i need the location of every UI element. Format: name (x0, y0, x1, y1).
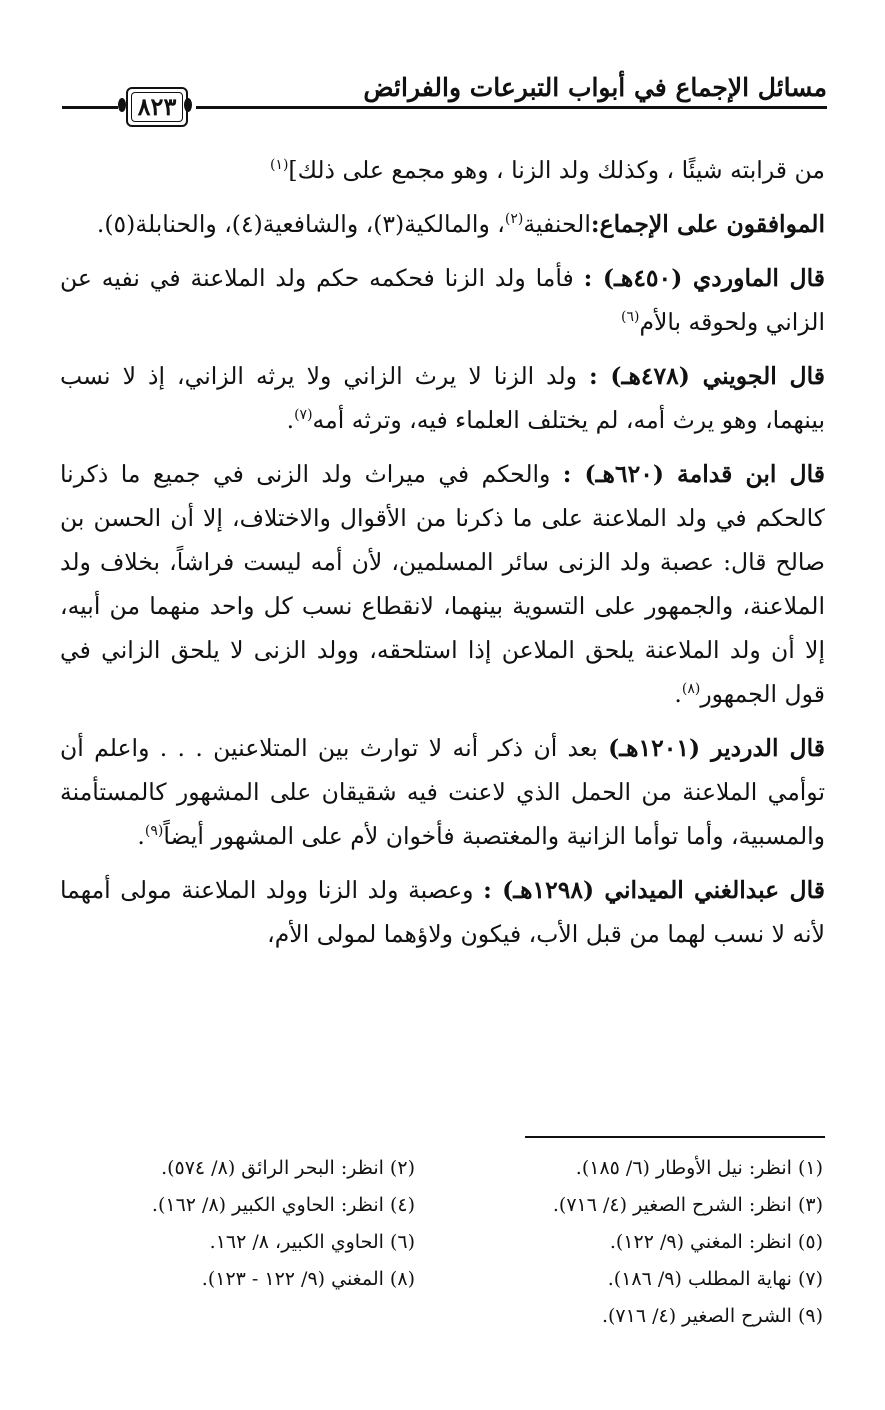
paragraph (60, 452, 825, 716)
paragraph-lead: قال الماوردي (٤٥٠هـ) : (583, 264, 825, 292)
footnote-ref[interactable]: (٢) (504, 211, 524, 228)
paragraph-text: الحنفية (523, 210, 591, 238)
paragraph (60, 868, 825, 956)
footnotes-odd (493, 1150, 823, 1335)
ornament-left-icon (118, 98, 126, 112)
paragraph (60, 256, 825, 344)
footnote-ref[interactable]: (١) (269, 157, 289, 174)
footnote: (٤) انظر: الحاوي الكبير (٨/ ١٦٢). (151, 1194, 415, 1216)
paragraph (60, 202, 825, 246)
footnote: (٥) انظر: المغني (٩/ ١٢٢). (609, 1231, 823, 1253)
paragraph (60, 354, 825, 442)
footnote-ref[interactable]: (٧) (294, 407, 313, 424)
footnote: (٩) الشرح الصغير (٤/ ٧١٦). (601, 1305, 823, 1327)
paragraph-lead: قال الجويني (٤٧٨هـ) : (589, 362, 825, 390)
paragraph-tail: . (286, 406, 295, 434)
paragraph-tail: . (137, 822, 145, 850)
paragraph-text: بعد أن ذكر أنه لا توارث بين المتلاعنين . . . واعلم أن توأمي الملاعنة من الحمل الذي لاعنت فيه شقيقان على المشهور كالمستأمنة والمسبية، وأما توأما الزانية والمغتصبة فأخوان لأم على المشهور أيضاً (60, 734, 825, 850)
paragraph-text: ولد الزنا لا يرث الزاني ولا يرثه الزاني، إذ لا نسب بينهما، وهو يرث أمه، لم يختلف العلماء فيه، وترثه أمه (60, 362, 825, 434)
paragraph (60, 148, 825, 192)
footnote: (٦) الحاوي الكبير، ٨/ ١٦٢. (209, 1231, 415, 1253)
paragraph-tail: ، والمالكية(٣)، والشافعية(٤)، والحنابلة(٥). (96, 210, 505, 238)
paragraph-text: من قرابته شيئًا ، وكذلك ولد الزنا ، وهو مجمع على ذلك] (288, 156, 825, 184)
footnote-ref[interactable]: (٩) (144, 823, 164, 840)
running-title: مسائل الإجماع في أبواب التبرعات والفرائض (363, 73, 827, 102)
footnotes-even (45, 1150, 415, 1298)
footnote: (٢) انظر: البحر الرائق (٨/ ٥٧٤). (161, 1157, 415, 1179)
body-text (60, 148, 825, 966)
footnote: (٧) نهاية المطلب (٩/ ١٨٦). (607, 1268, 823, 1290)
footnote-ref[interactable]: (٨) (681, 681, 701, 698)
paragraph (60, 726, 825, 858)
footnote: (٨) المغني (٩/ ١٢٢ - ١٢٣). (201, 1268, 415, 1290)
footnote: (١) انظر: نيل الأوطار (٦/ ١٨٥). (575, 1157, 823, 1179)
footnote-ref[interactable]: (٦) (620, 309, 640, 326)
page-number-frame (118, 85, 196, 129)
paragraph-text: والحكم في ميراث ولد الزنى في جميع ما ذكرنا كالحكم في ولد الملاعنة على ما ذكرنا من الأقوال والاختلاف، إلا أن الحسن بن صالح قال: عصبة ولد الزنى سائر المسلمين، لأن أمه ليست فراشاً، بخلاف ولد الملاعنة، والجمهور على التسوية بينهما، لانقطاع نسب كل واحد منهما من أبيه، إلا أن ولد الملاعنة يلحق الملاعن إذا استلحقه، وولد الزنى لا يلحق الزاني في قول الجمهور (60, 460, 825, 708)
paragraph-lead: قال ابن قدامة (٦٢٠هـ) : (562, 460, 825, 488)
footnote-rule (525, 1136, 825, 1138)
footnote: (٣) انظر: الشرح الصغير (٤/ ٧١٦). (552, 1194, 823, 1216)
paragraph-text: وعصبة ولد الزنا وولد الملاعنة مولى أمهما لأنه لا نسب لهما من قبل الأب، فيكون ولاؤهما لمولى الأم، (60, 876, 825, 948)
paragraph-tail: . (674, 680, 682, 708)
page-number: ٨٢٣ (137, 92, 177, 121)
paragraph-lead: الموافقون على الإجماع: (590, 210, 825, 238)
paragraph-lead: قال الدردير (١٢٠١هـ) (608, 734, 826, 762)
paragraph-text: فأما ولد الزنا فحكمه حكم ولد الملاعنة في نفيه عن الزاني ولحوقه بالأم (60, 264, 825, 336)
paragraph-lead: قال عبدالغني الميداني (١٢٩٨هـ) : (483, 876, 825, 904)
